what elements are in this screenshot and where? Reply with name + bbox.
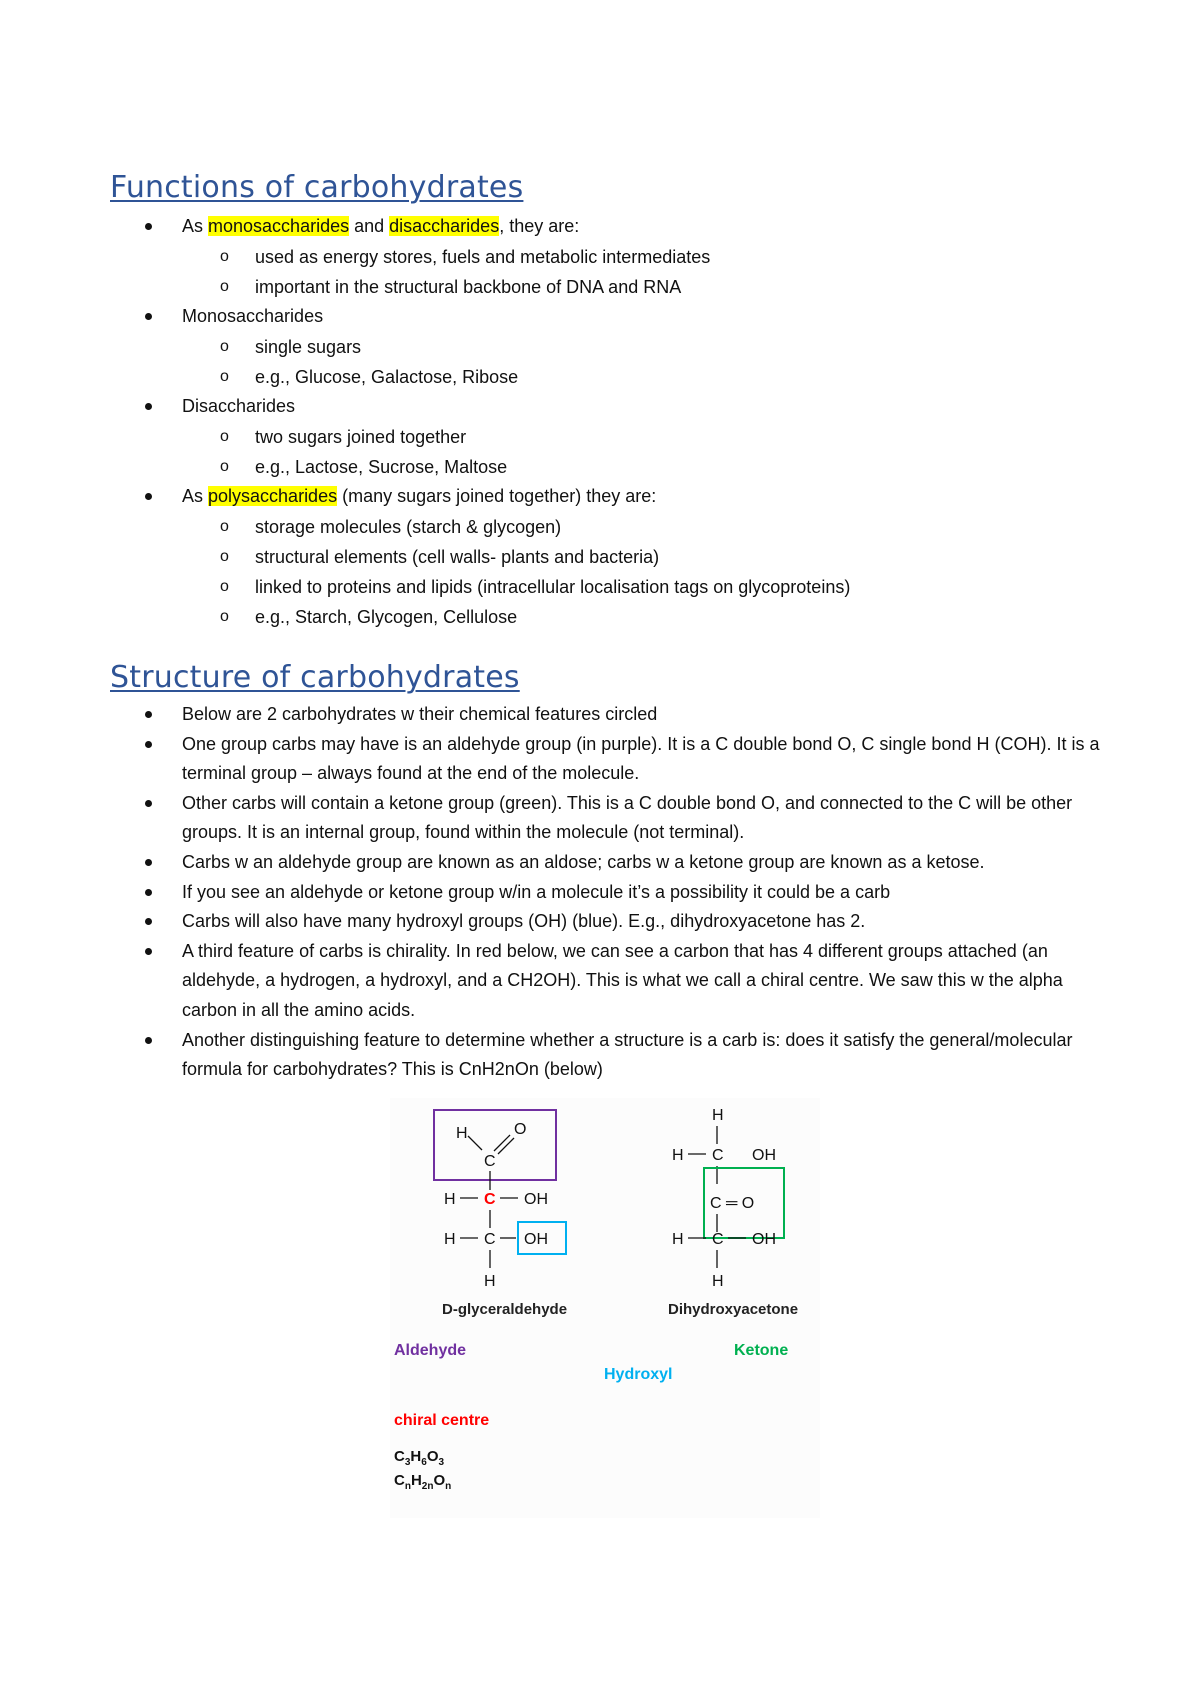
list-item [0, 212, 1200, 302]
atom-h: H [444, 1191, 456, 1208]
sub-list-item: o e.g., Lactose, Sucrose, Maltose [0, 452, 1100, 482]
formula-subscript: 3 [438, 1457, 445, 1468]
sub-list-item: o structural elements (cell walls- plants and bacteria) [0, 542, 1100, 572]
text-span: As [182, 486, 209, 506]
sub-list-item: o important in the structural backbone of DNA and RNA [0, 272, 1100, 302]
formula-symbol: C [394, 1472, 405, 1489]
sub-list [182, 422, 1100, 482]
list-item: Carbs will also have many hydroxyl groups (OH) (blue). E.g., dihydroxyacetone has 2. [0, 907, 1200, 937]
list-item: One group carbs may have is an aldehyde group (in purple). It is a C double bond O, C single bond H (COH). It is a terminal group – always found at the end of the molecule. [0, 730, 1200, 789]
carbohydrate-structure-figure [390, 1098, 820, 1518]
sub-list-item: o storage molecules (starch & glycogen) [0, 512, 1100, 542]
sub-list [182, 332, 1100, 392]
atom-c: C [712, 1147, 724, 1164]
list-item: Below are 2 carbohydrates w their chemical features circled [0, 700, 1200, 730]
atom-oh: OH [752, 1231, 776, 1248]
structure-list [0, 700, 1200, 1085]
sub-list-item: o e.g., Glucose, Galactose, Ribose [0, 362, 1100, 392]
sub-list-item: o linked to proteins and lipids (intracellular localisation tags on glycoproteins) [0, 572, 1100, 602]
list-item [0, 392, 1200, 482]
formula-subscript: 6 [421, 1457, 427, 1468]
atom-oh: OH [752, 1147, 776, 1164]
section-heading-structure: Structure of carbohydrates [110, 660, 520, 695]
text-span: As [182, 216, 209, 236]
formula-general [394, 1472, 451, 1492]
list-item: Another distinguishing feature to determine whether a structure is a carb is: does it satisfy the general/molecular formula for carbohydrates? This is CnH2nOn (below) [0, 1026, 1200, 1085]
list-item [0, 482, 1200, 632]
sub-list-item: o two sugars joined together [0, 422, 1100, 452]
atom-c: C [712, 1231, 724, 1248]
list-item: A third feature of carbs is chirality. In red below, we can see a carbon that has 4 different groups attached (an aldehyde, a hydrogen, a hydroxyl, and a CH2OH). This is what we call a chiral centre. We saw this w the alpha carbon in all the amino acids. [0, 937, 1200, 1026]
sub-list [182, 242, 1100, 302]
formula-symbol: O [433, 1472, 446, 1489]
sub-list-item: o used as energy stores, fuels and metabolic intermediates [0, 242, 1100, 272]
highlight-monosaccharides: monosaccharides [208, 216, 350, 236]
highlight-disaccharides: disaccharides [389, 216, 500, 236]
atom-c: C [484, 1231, 496, 1248]
atom-oh: OH [524, 1191, 548, 1208]
sub-list-item: o e.g., Starch, Glycogen, Cellulose [0, 602, 1100, 632]
formula-symbol: C [394, 1448, 405, 1465]
text-span: Disaccharides [182, 396, 296, 416]
formula-subscript: 3 [404, 1457, 411, 1468]
atom-h: H [712, 1107, 724, 1124]
atom-c-double-o: C ═ O [710, 1195, 755, 1212]
list-item: Other carbs will contain a ketone group (green). This is a C double bond O, and connected to the C will be other groups. It is an internal group, found within the molecule (not terminal). [0, 789, 1200, 848]
atom-oh: OH [524, 1231, 548, 1248]
molecule-name-glyceraldehyde: D-glyceraldehyde [442, 1301, 568, 1318]
label-aldehyde: Aldehyde [394, 1342, 467, 1359]
atom-o: O [514, 1121, 527, 1138]
functions-list [0, 212, 1200, 632]
formula-symbol: O [426, 1448, 439, 1465]
label-hydroxyl: Hydroxyl [604, 1366, 673, 1383]
formula-subscript: n [445, 1481, 452, 1492]
formula-symbol: H [410, 1472, 422, 1489]
atom-h: H [672, 1231, 684, 1248]
text-span: , they are: [499, 216, 580, 236]
formula-subscript: 2n [421, 1481, 434, 1492]
highlight-polysaccharides: polysaccharides [208, 486, 338, 506]
text-span: Monosaccharides [182, 306, 324, 326]
section-heading-functions: Functions of carbohydrates [110, 170, 524, 205]
molecule-name-dihydroxyacetone: Dihydroxyacetone [668, 1301, 799, 1318]
sub-list-item: o single sugars [0, 332, 1100, 362]
atom-h: H [712, 1273, 724, 1290]
formula-symbol: H [410, 1448, 422, 1465]
list-item [0, 302, 1200, 392]
label-chiral-centre: chiral centre [394, 1412, 490, 1429]
text-span: (many sugars joined together) they are: [337, 486, 657, 506]
atom-h: H [456, 1125, 468, 1142]
chiral-carbon: C [484, 1191, 496, 1208]
formula-subscript: n [404, 1481, 411, 1492]
atom-h: H [484, 1273, 496, 1290]
atom-h: H [444, 1231, 456, 1248]
label-ketone: Ketone [734, 1342, 789, 1359]
list-item: If you see an aldehyde or ketone group w/in a molecule it’s a possibility it could be a carb [0, 878, 1200, 908]
atom-c: C [484, 1153, 496, 1170]
list-item: Carbs w an aldehyde group are known as an aldose; carbs w a ketone group are known as a ketose. [0, 848, 1200, 878]
sub-list [182, 512, 1100, 633]
text-span: and [349, 216, 390, 236]
formula-glyceraldehyde [394, 1448, 444, 1468]
atom-h: H [672, 1147, 684, 1164]
